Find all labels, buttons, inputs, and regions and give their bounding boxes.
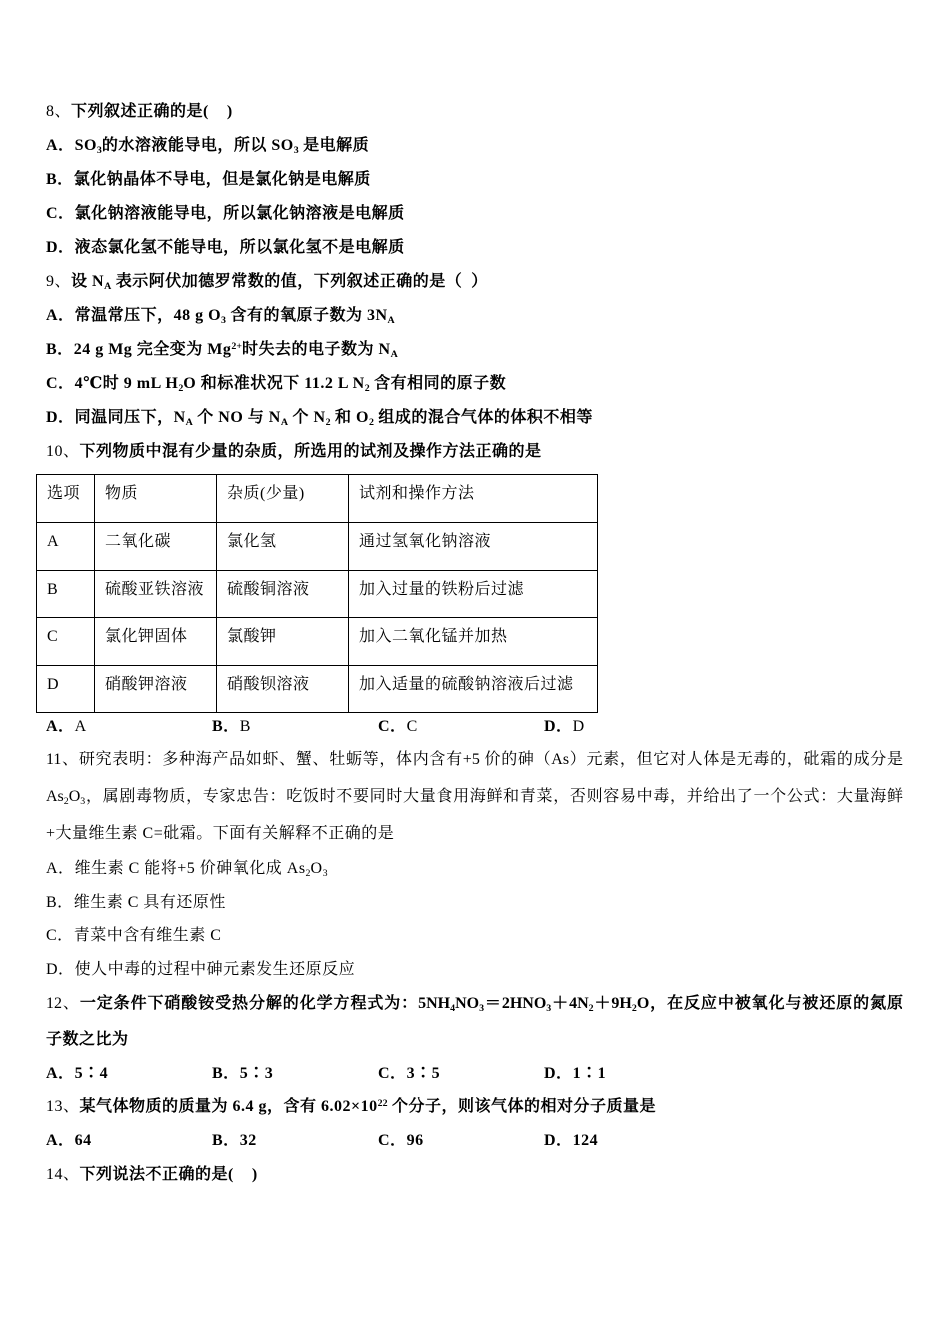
- q9-option-d: [46, 401, 903, 435]
- q12-stem-line-1: [46, 986, 903, 1022]
- text-run: O，在反应中被氧化与被还原的氮原: [636, 995, 903, 1012]
- q11-option-a: [46, 852, 903, 886]
- option-text: [75, 375, 507, 392]
- stem-line-text: [80, 995, 903, 1012]
- q8-stem: [46, 95, 903, 129]
- option-text: [74, 341, 398, 358]
- q13-option-d: [544, 1124, 710, 1158]
- q13-option-c: [378, 1124, 544, 1158]
- subscript: 3: [221, 314, 226, 326]
- option-label: C．: [378, 1065, 407, 1082]
- q11-option-c: [46, 919, 903, 953]
- text-run: 表示阿伏加德罗常数的值，下列叙述正确的是（ ）: [111, 273, 488, 290]
- question-content: [46, 95, 903, 1192]
- table-cell: 加入过量的铁粉后过滤: [349, 571, 598, 618]
- option-text: 使人中毒的过程中砷元素发生还原反应: [74, 960, 356, 978]
- q11-option-d: [46, 953, 903, 987]
- option-text: D: [572, 718, 585, 735]
- option-label: D．: [544, 1132, 573, 1149]
- option-text: 维生素 C 具有还原性: [73, 893, 226, 911]
- question-number: 9、: [46, 273, 72, 290]
- question-stem: 下列物质中混有少量的杂质，所选用的试剂及操作方法正确的是: [79, 443, 542, 460]
- table-cell: 加入二氧化锰并加热: [349, 618, 598, 666]
- option-text: [75, 307, 395, 324]
- option-text: 124: [572, 1132, 599, 1149]
- q12-option-b: [212, 1058, 378, 1090]
- subscript: 3: [96, 144, 102, 156]
- option-text: [75, 409, 593, 426]
- option-label: B．: [46, 171, 74, 188]
- table-cell: 加入适量的硫酸钠溶液后过滤: [349, 666, 598, 713]
- q8-option-d: [46, 231, 903, 265]
- table-header-cell: 物质: [95, 475, 217, 523]
- text-run: 同温同压下，N: [74, 409, 186, 426]
- question-number: 8、: [46, 103, 72, 120]
- table-cell: 硫酸铜溶液: [217, 571, 349, 618]
- q10-option-d: [544, 713, 710, 741]
- text-run: O 和标准状况下 11.2 L N: [183, 375, 365, 392]
- text-run: 的水溶液能导电，所以 SO: [101, 137, 294, 154]
- option-label: A．: [46, 1132, 75, 1149]
- subscript: A: [104, 280, 112, 292]
- table-cell: 硫酸亚铁溶液: [95, 571, 217, 618]
- q11-stem-line-1: [46, 741, 903, 778]
- option-text: 青菜中含有维生素 C: [73, 927, 222, 944]
- text-run: 24 g Mg 完全变为 Mg: [73, 341, 232, 358]
- text-run: 是电解质: [298, 137, 370, 154]
- option-text: B: [239, 718, 251, 735]
- q10-option-a: [46, 713, 212, 741]
- option-text: 3∶5: [406, 1065, 441, 1082]
- subscript: 2: [305, 867, 311, 879]
- option-label: C．: [46, 927, 74, 944]
- question-number: 11、: [46, 751, 79, 768]
- option-label: A．: [46, 307, 75, 324]
- subscript: 3: [546, 1002, 552, 1014]
- text-run: 某气体物质的质量为 6.4 g，含有 6.02×10: [79, 1098, 378, 1115]
- text-run: As: [46, 788, 64, 805]
- option-label: B．: [212, 718, 240, 735]
- option-label: D．: [46, 239, 75, 256]
- text-run: 含有相同的原子数: [369, 375, 507, 392]
- option-label: D．: [544, 718, 573, 735]
- option-label: C．: [378, 1132, 407, 1149]
- table-cell: A: [37, 523, 95, 571]
- option-text: 氯化钠晶体不导电，但是氯化钠是电解质: [73, 171, 371, 188]
- option-text: 液态氯化氢不能导电，所以氯化氢不是电解质: [74, 239, 405, 256]
- text-run: NO: [455, 995, 480, 1012]
- q10-stem: [46, 435, 903, 469]
- text-run: ＝2HNO: [484, 995, 547, 1012]
- text-run: 维生素 C 能将+5 价砷氧化成 As: [74, 860, 306, 877]
- subscript: 2: [588, 1002, 594, 1014]
- option-text: [75, 860, 328, 877]
- option-label: A．: [46, 860, 75, 877]
- q12-option-a: [46, 1058, 212, 1090]
- q12-option-d: [544, 1058, 710, 1090]
- table-header-cell: 选项: [37, 475, 95, 523]
- question-stem: 下列叙述正确的是( ): [71, 103, 233, 120]
- q13-options: [46, 1124, 903, 1158]
- text-run: 个 NO 与 N: [192, 409, 281, 426]
- text-run: O: [68, 788, 81, 805]
- stem-line-text: [46, 788, 903, 805]
- option-text: 32: [239, 1132, 257, 1149]
- q12-option-c: [378, 1058, 544, 1090]
- table-header-row: [37, 475, 598, 523]
- table-cell: B: [37, 571, 95, 618]
- text-run: 设 N: [71, 273, 105, 290]
- q9-option-c: [46, 367, 903, 401]
- table-cell: 氯化氢: [217, 523, 349, 571]
- table-cell: 氯化钾固体: [95, 618, 217, 666]
- option-text: 氯化钠溶液能导电，所以氯化钠溶液是电解质: [74, 205, 405, 222]
- impurity-table: [36, 474, 598, 713]
- text-run: 时失去的电子数为 N: [242, 341, 391, 358]
- q9-stem: [46, 265, 903, 299]
- text-run: ＋4N: [551, 995, 589, 1012]
- q10-option-c: [378, 713, 544, 741]
- option-label: D．: [46, 960, 75, 978]
- subscript: 2: [63, 795, 69, 807]
- subscript: A: [390, 348, 398, 360]
- subscript: 2: [325, 416, 331, 428]
- question-number: 14、: [46, 1166, 80, 1183]
- q9-option-a: [46, 299, 903, 333]
- option-text: 64: [74, 1132, 92, 1149]
- subscript: 2: [368, 416, 374, 428]
- q8-option-c: [46, 197, 903, 231]
- table-row: [37, 666, 598, 713]
- q11-stem-line-3: [46, 815, 903, 852]
- q11-option-b: [46, 886, 903, 920]
- table-cell: 通过氢氧化钠溶液: [349, 523, 598, 571]
- table-row: [37, 618, 598, 666]
- text-run: 个分子，则该气体的相对分子质量是: [387, 1098, 657, 1115]
- superscript: 2+: [231, 341, 243, 353]
- text-run: ，属剧毒物质，专家忠告：吃饭时不要同时大量食用海鲜和青菜，否则容易中毒，并给出了一个公式：大量海鲜: [85, 788, 903, 805]
- q13-option-a: [46, 1124, 212, 1158]
- text-run: 一定条件下硝酸铵受热分解的化学方程式为：5NH: [79, 995, 451, 1012]
- q12-options: [46, 1058, 903, 1090]
- superscript: 22: [377, 1098, 388, 1110]
- question-stem: [80, 1098, 657, 1115]
- table-cell: 硝酸钡溶液: [217, 666, 349, 713]
- option-label: C．: [378, 718, 407, 735]
- option-text: 1∶1: [572, 1065, 607, 1082]
- subscript: 3: [322, 867, 328, 879]
- table-cell: C: [37, 618, 95, 666]
- subscript: A: [185, 416, 193, 428]
- question-number: 13、: [46, 1098, 80, 1115]
- subscript: A: [387, 314, 395, 326]
- q8-option-b: [46, 163, 903, 197]
- option-label: C．: [46, 205, 75, 222]
- text-run: 常温常压下，48 g O: [74, 307, 222, 324]
- option-text: 5∶4: [74, 1065, 109, 1082]
- option-text: 5∶3: [239, 1065, 274, 1082]
- option-label: B．: [212, 1132, 240, 1149]
- option-label: A．: [46, 137, 75, 154]
- table-header-cell: 杂质(少量): [217, 475, 349, 523]
- question-number: 10、: [46, 443, 80, 460]
- option-label: D．: [544, 1065, 573, 1082]
- subscript: 3: [80, 795, 86, 807]
- q10-options: [46, 713, 903, 741]
- table-cell: D: [37, 666, 95, 713]
- subscript: 2: [364, 382, 370, 394]
- subscript: 3: [479, 1002, 485, 1014]
- table-cell: 二氧化碳: [95, 523, 217, 571]
- text-run: 组成的混合气体的体积不相等: [373, 409, 593, 426]
- subscript: 3: [293, 144, 299, 156]
- option-label: B．: [46, 893, 74, 911]
- option-label: A．: [46, 718, 75, 735]
- question-number: 12、: [46, 995, 80, 1012]
- text-run: SO: [74, 137, 97, 154]
- stem-line-text: +大量维生素 C=砒霜。下面有关解释不正确的是: [46, 825, 395, 842]
- subscript: 2: [631, 1002, 637, 1014]
- stem-line-text: 研究表明：多种海产品如虾、蟹、牡蛎等，体内含有+5 价的砷（As）元素，但它对人体是无毒的，砒霜的成分是: [78, 751, 903, 768]
- table-cell: 氯酸钾: [217, 618, 349, 666]
- option-label: D．: [46, 409, 75, 426]
- text-run: O: [310, 860, 323, 877]
- option-label: C．: [46, 375, 75, 392]
- q8-option-a: [46, 129, 903, 163]
- q9-option-b: [46, 333, 903, 367]
- option-text: [75, 137, 370, 154]
- question-stem: [71, 273, 488, 290]
- q14-stem: [46, 1158, 903, 1192]
- text-run: 和 O: [330, 409, 369, 426]
- table-row: [37, 571, 598, 618]
- stem-line-text: 子数之比为: [46, 1031, 129, 1048]
- text-run: ＋9H: [593, 995, 632, 1012]
- option-label: A．: [46, 1065, 75, 1082]
- option-text: A: [74, 718, 87, 735]
- table-cell: 硝酸钾溶液: [95, 666, 217, 713]
- table-row: [37, 523, 598, 571]
- q13-option-b: [212, 1124, 378, 1158]
- q10-option-b: [212, 713, 378, 741]
- question-stem: 下列说法不正确的是( ): [79, 1166, 258, 1183]
- q13-stem: [46, 1090, 903, 1124]
- subscript: 4: [450, 1002, 456, 1014]
- text-run: 4℃时 9 mL H: [74, 375, 179, 392]
- q12-stem-line-2: [46, 1022, 903, 1058]
- subscript: 2: [178, 382, 184, 394]
- text-run: 含有的氧原子数为 3N: [225, 307, 388, 324]
- option-text: C: [406, 718, 418, 735]
- q11-stem-line-2: [46, 778, 903, 815]
- option-label: B．: [212, 1065, 240, 1082]
- option-text: 96: [406, 1132, 424, 1149]
- subscript: A: [280, 416, 288, 428]
- text-run: 个 N: [288, 409, 326, 426]
- table-header-cell: 试剂和操作方法: [349, 475, 598, 523]
- option-label: B．: [46, 341, 74, 358]
